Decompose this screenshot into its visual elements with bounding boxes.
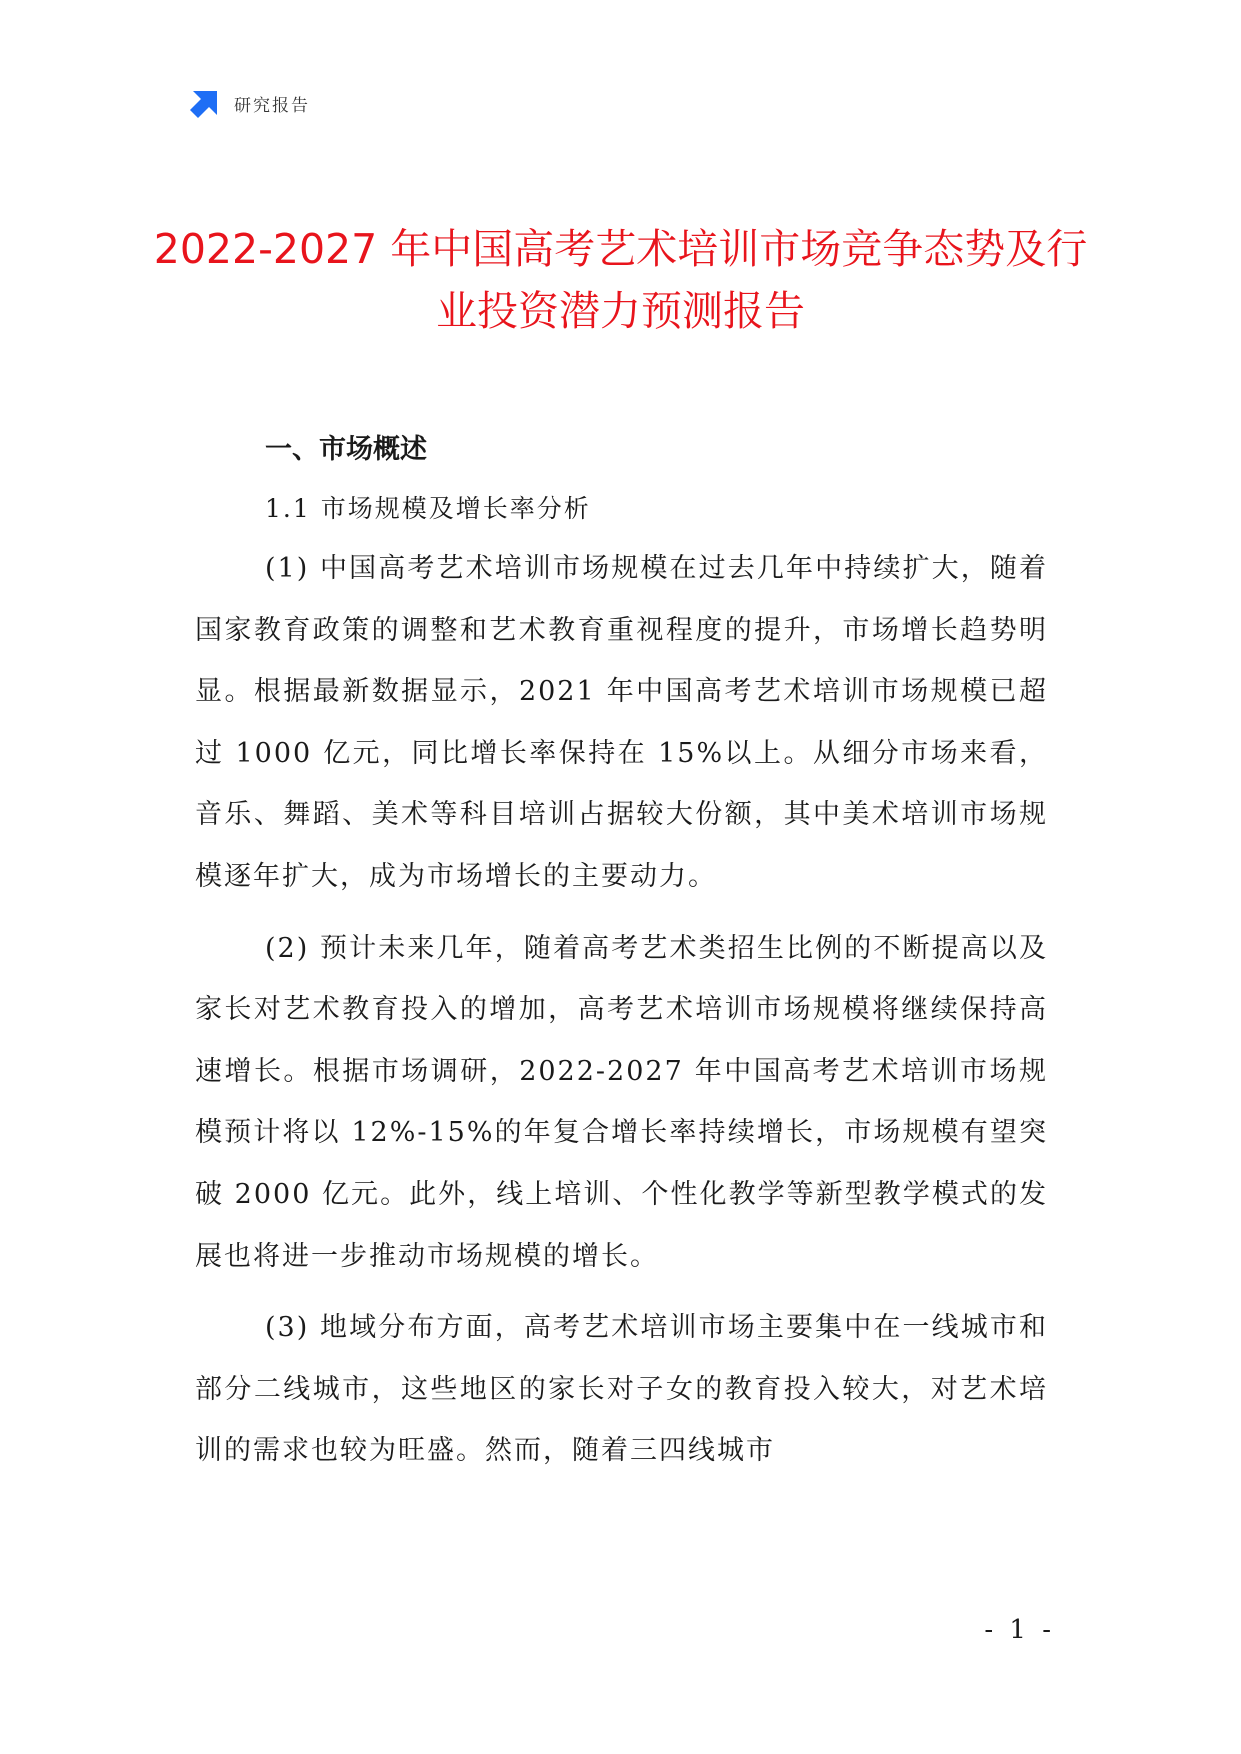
report-title: 2022-2027 年中国高考艺术培训市场竞争态势及行业投资潜力预测报告 [153, 225, 1088, 335]
section-heading: 一、市场概述 [265, 434, 427, 465]
header-label: 研究报告 [234, 95, 310, 116]
paragraph-1: (1) 中国高考艺术培训市场规模在过去几年中持续扩大，随着国家教育政策的调整和艺术教育重视程度的提升，市场增长趋势明显。根据最新数据显示，2021 年中国高考艺术培训市场规模已超过 1000 亿元，同比增长率保持在 15%以上。从细分市场来看，音乐、舞蹈、美术等科目培训占据较大份额，其中美术培训市场规模逐年扩大，成为市场增长的主要动力。 [195, 553, 1048, 892]
report-body [195, 420, 1048, 1492]
report-header [190, 88, 310, 118]
paragraph-2: (2) 预计未来几年，随着高考艺术类招生比例的不断提高以及家长对艺术教育投入的增加，高考艺术培训市场规模将继续保持高速增长。根据市场调研，2022-2027 年中国高考艺术培训市场规模预计将以 12%-15%的年复合增长率持续增长，市场规模有望突破 2000 亿元。此外，线上培训、个性化教学等新型教学模式的发展也将进一步推动市场规模的增长。 [195, 932, 1048, 1272]
arrow-up-right-icon [190, 88, 220, 118]
paragraph-3: (3) 地域分布方面，高考艺术培训市场主要集中在一线城市和部分二线城市，这些地区的家长对子女的教育投入较大，对艺术培训的需求也较为旺盛。然而，随着三四线城市 [195, 1312, 1048, 1467]
page-number: - 1 - [984, 1615, 1055, 1645]
subsection-heading: 1.1 市场规模及增长率分析 [265, 494, 591, 523]
